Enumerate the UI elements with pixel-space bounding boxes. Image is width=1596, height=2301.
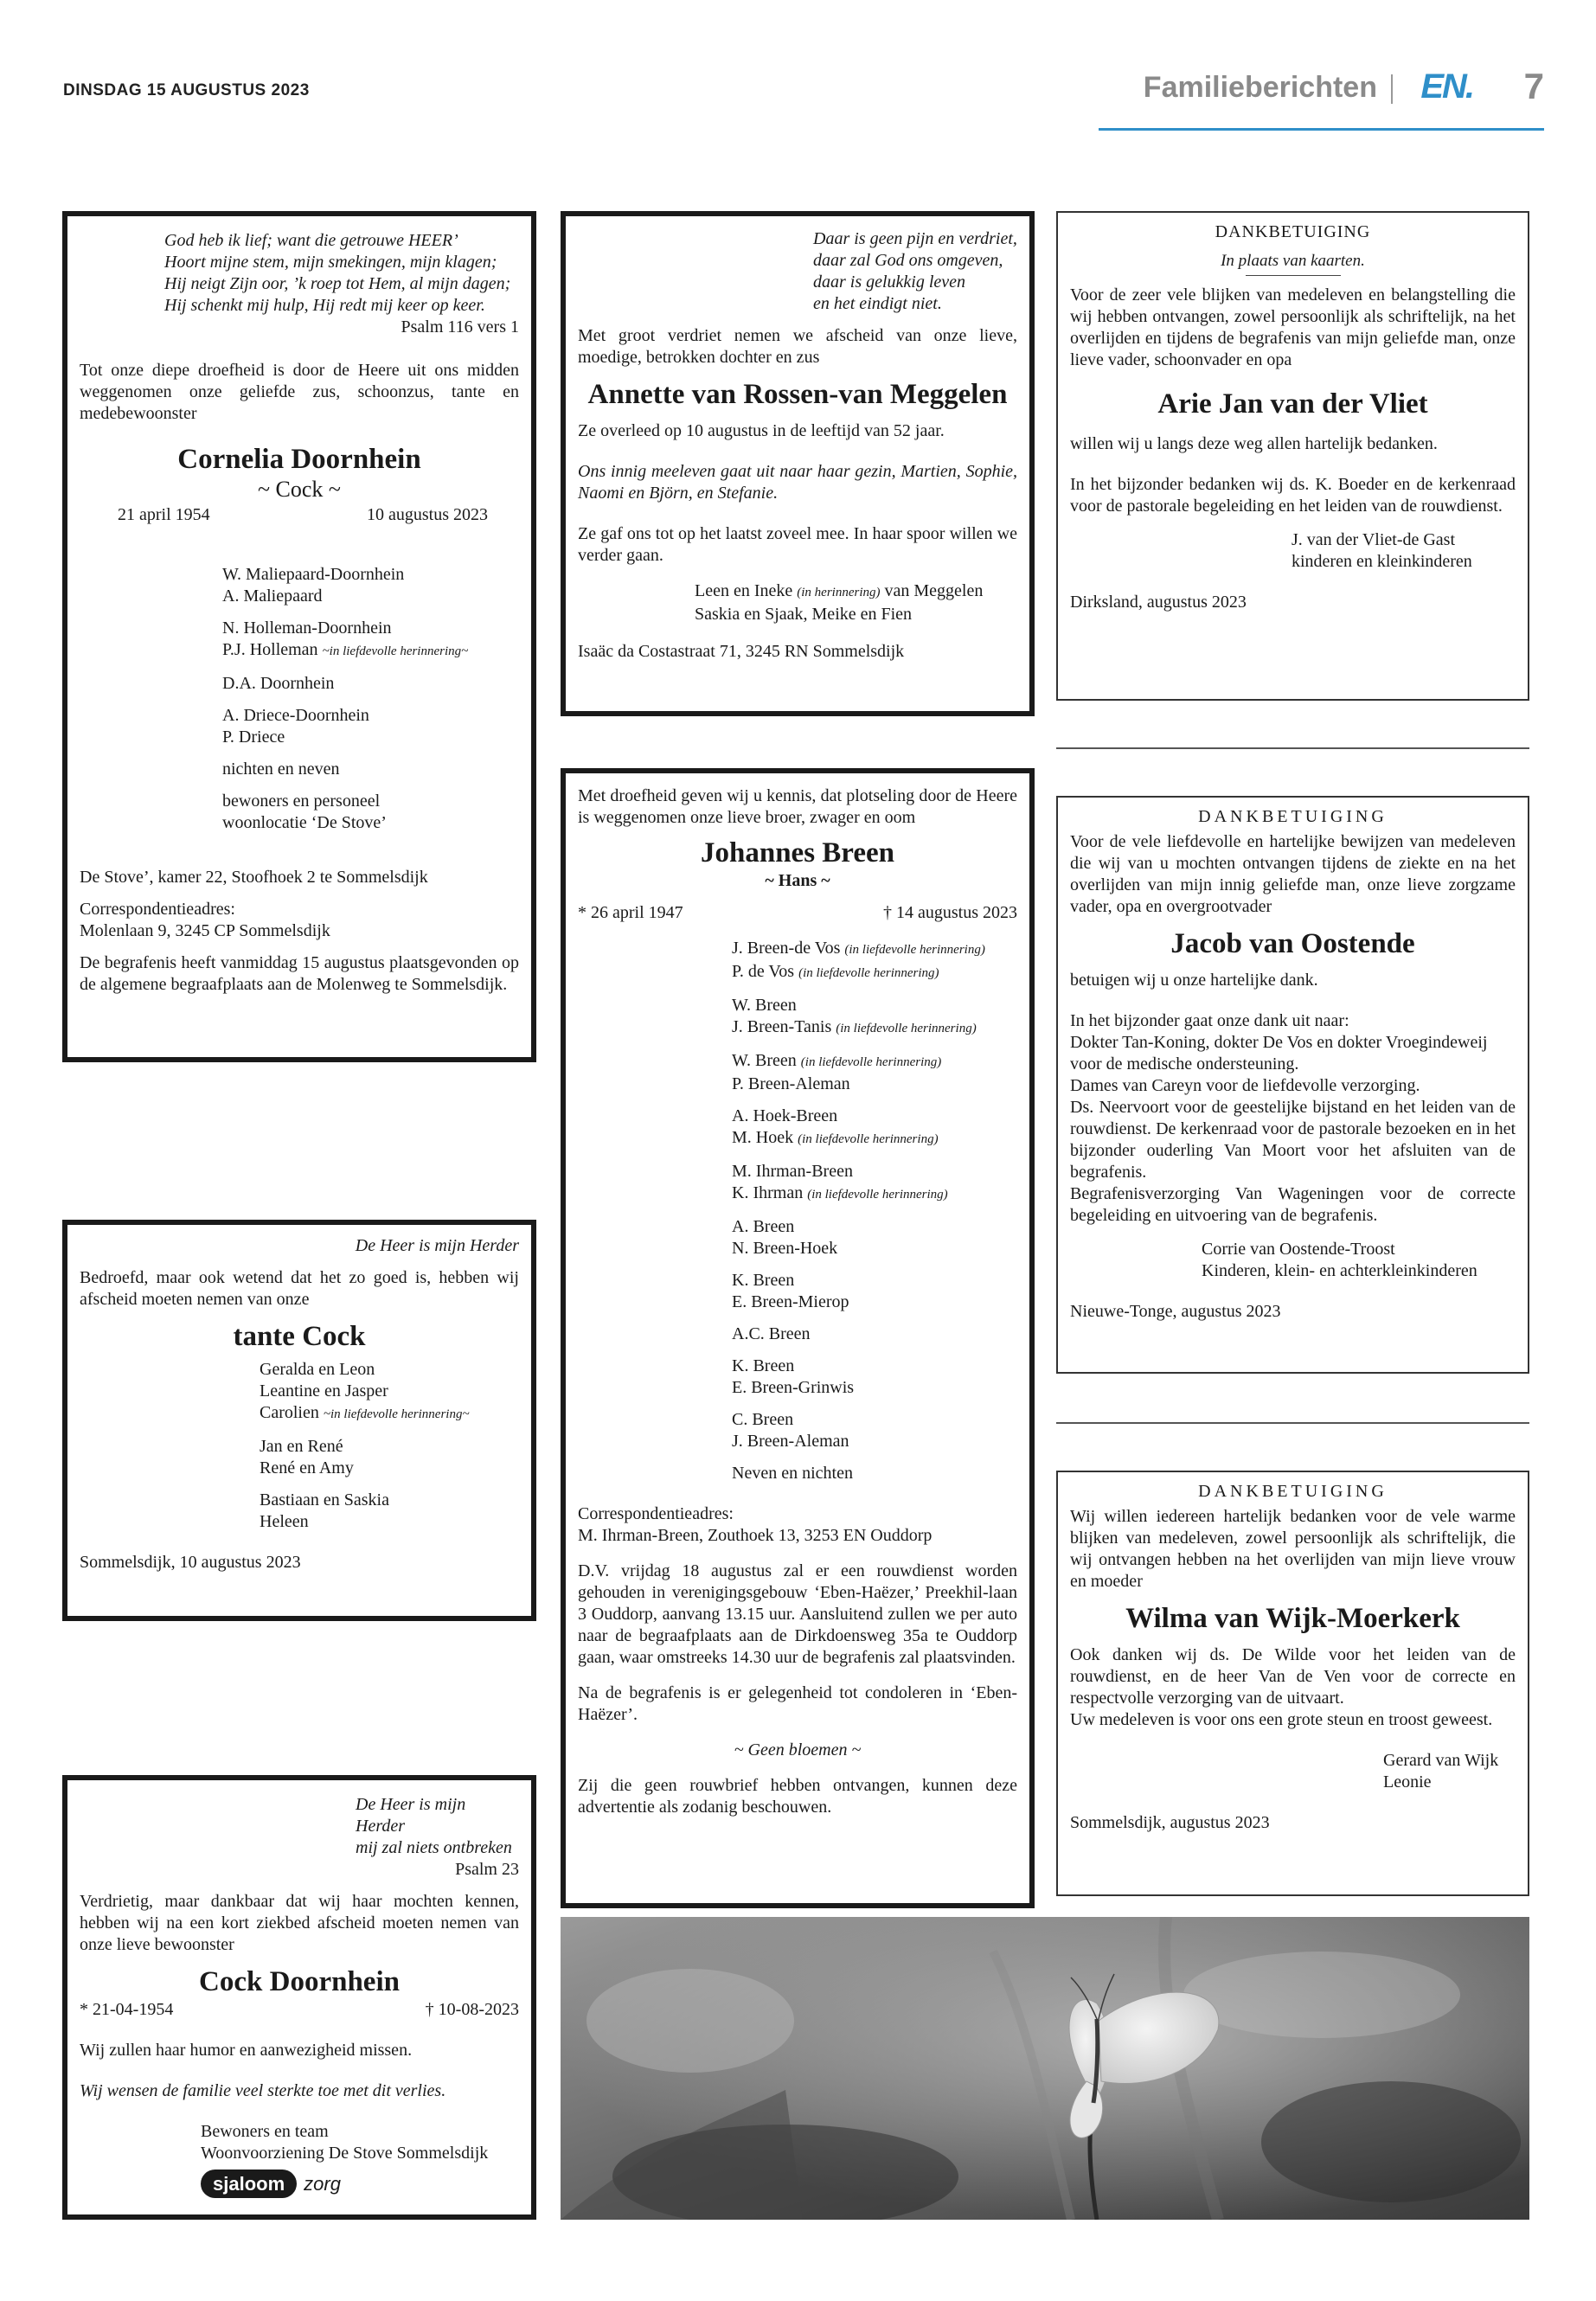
memory-note: (in liefdevolle herinnering) <box>798 966 939 980</box>
en-logo: EN. <box>1420 67 1473 106</box>
family-member: Carolien <box>260 1403 319 1422</box>
thanks-text: betuigen wij u onze hartelijke dank. <box>1070 971 1318 990</box>
sjaloom-zorg-logo <box>201 2170 341 2198</box>
memory-note: (in liefdevolle herinnering) <box>807 1188 948 1202</box>
signature-line: Gerard van Wijk <box>1383 1751 1499 1770</box>
signature-line: Saskia en Sjaak, Meike en Fien <box>695 605 913 624</box>
special-thanks-line: In het bijzonder gaat onze dank uit naar: <box>1070 1011 1349 1030</box>
memory-note: (in liefdevolle herinnering) <box>798 1132 939 1146</box>
page-number: 7 <box>1523 66 1544 106</box>
family-member: René en Amy <box>260 1458 354 1477</box>
family-member: K. Breen <box>732 1356 795 1375</box>
butterfly-photo <box>561 1917 1529 2220</box>
family-list <box>80 1359 519 1533</box>
verse-line: en het eindigt niet. <box>813 294 942 313</box>
verse-line: daar is gelukkig leven <box>813 272 966 292</box>
signature-line: van Meggelen <box>884 581 984 600</box>
verse-line: De Heer is mijn Herder <box>356 1795 466 1836</box>
thanks-title: DANKBETUIGING <box>1198 1482 1388 1501</box>
thanks-title: DANKBETUIGING <box>1198 807 1388 826</box>
thanks-jacob-van-oostende <box>1056 796 1529 1374</box>
signature-line: kinderen en kleinkinderen <box>1292 552 1472 571</box>
thanks-text: willen wij u langs deze weg allen hartelijk bedanken. <box>1070 434 1438 453</box>
nickname: ~ Cock ~ <box>257 477 341 502</box>
logo-text: zorg <box>304 2173 341 2195</box>
family-member: Leantine en Jasper <box>260 1381 388 1400</box>
thanks-title: DANKBETUIGING <box>1215 222 1371 241</box>
verse-line: God heb ik lief; want die getrouwe HEER’ <box>164 231 458 250</box>
signature-line: Leen en Ineke <box>695 581 793 600</box>
correspondence-address: Molenlaan 9, 3245 CP Sommelsdijk <box>80 921 330 940</box>
intro-text: Met droefheid geven wij u kennis, dat plotseling door de Heere is weggenomen onze lieve broer, zwager en oom <box>578 786 1017 827</box>
special-thanks-line: Begrafenisverzorging Van Wageningen voor de correcte begeleiding en uitvoering van de begrafenis. <box>1070 1184 1516 1225</box>
family-member: J. Breen-Tanis <box>732 1017 832 1036</box>
family-member: J. Breen-Aleman <box>732 1432 849 1451</box>
place-date: Sommelsdijk, 10 augustus 2023 <box>80 1553 301 1572</box>
verse-line: mij zal niets ontbreken <box>356 1838 512 1857</box>
verse: De Heer is mijn Herder <box>355 1236 519 1255</box>
memory-note: ~in liefdevolle herinnering~ <box>322 644 469 658</box>
signature-line: Woonvoorziening De Stove Sommelsdijk <box>201 2144 489 2163</box>
intro-text: Wij willen iedereen hartelijk bedanken voor de vele warme blijken van medeleven, zowel persoonlijk als schriftelijk, die wij ontvangen hebben na het overlijden van mijn lieve vrouw en moeder <box>1070 1507 1516 1591</box>
family-member: E. Breen-Grinwis <box>732 1378 855 1397</box>
thanks-subtitle: In plaats van kaarten. <box>1221 252 1365 270</box>
obituary-johannes-breen <box>561 768 1035 1908</box>
deceased-name: Annette van Rossen-van Meggelen <box>587 379 1008 410</box>
thanks-arie-jan-van-der-vliet <box>1056 211 1529 701</box>
divider <box>1056 1422 1529 1424</box>
signature <box>1070 1750 1516 1793</box>
correspondence-label: Correspondentieadres: <box>80 900 235 919</box>
memory-note: (in herinnering) <box>797 586 881 599</box>
family-member: E. Breen-Mierop <box>732 1292 849 1311</box>
family-member: Bastiaan en Saskia <box>260 1490 389 1509</box>
verse-line: Hij neigt Zijn oor, ’k roep tot Hem, al mijn dagen; <box>164 274 511 293</box>
obituary-tante-cock <box>62 1220 536 1621</box>
signature <box>578 580 1017 625</box>
deceased-name: Wilma van Wijk-Moerkerk <box>1125 1603 1460 1634</box>
intro-text: Voor de vele liefdevolle en hartelijke bewijzen van medeleven die wij van u mochten ontvangen tijdens de ziekte en na het overlijden van mijn innig geliefde man, onze lieve zorgzame vader, opa en overgrootvader <box>1070 832 1516 916</box>
signature <box>1070 1239 1516 1282</box>
birth-date: * 26 april 1947 <box>578 903 683 922</box>
family-member: W. Maliepaard-Doornhein <box>222 565 405 584</box>
verse-line: Daar is geen pijn en verdriet, <box>813 229 1017 248</box>
family-member: K. Ihrman <box>732 1183 804 1202</box>
verse <box>80 230 519 317</box>
family-member: A. Maliepaard <box>222 586 323 606</box>
family-member: J. Breen-de Vos <box>732 939 841 958</box>
family-member: woonlocatie ‘De Stove’ <box>222 813 387 832</box>
family-member: N. Breen-Hoek <box>732 1239 838 1258</box>
special-thanks: In het bijzonder bedanken wij ds. K. Boeder en de kerkenraad voor de pastorale begeleiding en het leiden van de rouwdienst. <box>1070 475 1516 516</box>
verse-line: Hoort mijne stem, mijn smekingen, mijn klagen; <box>164 253 497 272</box>
legacy-text: Ze gaf ons tot op het laatst zoveel mee. In haar spoor willen we verder gaan. <box>578 524 1017 565</box>
page-date: DINSDAG 15 AUGUSTUS 2023 <box>63 81 310 99</box>
family-list <box>578 938 1017 1484</box>
family-member: P. de Vos <box>732 962 795 981</box>
place-date: Dirksland, augustus 2023 <box>1070 593 1247 612</box>
family-member: P. Driece <box>222 727 285 747</box>
family-member: N. Holleman-Doornhein <box>222 619 392 638</box>
residence-address: De Stove’, kamer 22, Stoofhoek 2 te Sommelsdijk <box>80 868 428 887</box>
obituary-cock-doornhein <box>62 1775 536 2220</box>
sympathy-text: Ons innig meeleven gaat uit naar haar gezin, Martien, Sophie, Naomi en Björn, en Stefanie. <box>578 462 1017 503</box>
thanks-wilma-van-wijk-moerkerk <box>1056 1471 1529 1896</box>
family-member: P. Breen-Aleman <box>732 1074 850 1093</box>
family-member: Heleen <box>260 1512 309 1531</box>
intro-text: Met groot verdriet nemen we afscheid van onze lieve, moedige, betrokken dochter en zus <box>578 326 1017 367</box>
family-member: P.J. Holleman <box>222 640 318 659</box>
sympathy-text: Wij wensen de familie veel sterkte toe met dit verlies. <box>80 2081 446 2100</box>
birth-date: 21 april 1954 <box>118 505 210 524</box>
special-thanks-line: Dames van Careyn voor de liefdevolle verzorging. <box>1070 1076 1420 1095</box>
butterfly-image <box>561 1917 1529 2220</box>
memory-text: Wij zullen haar humor en aanwezigheid missen. <box>80 2041 413 2060</box>
verse <box>80 1794 519 1859</box>
family-member: Jan en René <box>260 1437 343 1456</box>
death-notice: Ze overleed op 10 augustus in de leeftijd van 52 jaar. <box>578 421 945 440</box>
family-member: K. Breen <box>732 1271 795 1290</box>
death-date: † 14 augustus 2023 <box>883 903 1017 922</box>
signature-line: J. van der Vliet-de Gast <box>1292 530 1456 549</box>
special-thanks-line: Ds. Neervoort voor de geestelijke bijstand en het leiden van de rouwdienst. De kerkenraad voor de pastorale bezoeken en in het bijzonder ouderling Van Moort voor het afsluiten van de begrafenis. <box>1070 1098 1516 1182</box>
place-date: Nieuwe-Tonge, augustus 2023 <box>1070 1302 1281 1321</box>
death-date: † 10-08-2023 <box>425 2000 519 2019</box>
thanks-text: Ook danken wij ds. De Wilde voor het leiden van de rouwdienst, en de heer Van de Ven voor de correcte en respectvolle verzorging van de uitvaart. <box>1070 1645 1516 1708</box>
family-member: C. Breen <box>732 1410 794 1429</box>
signature-line: Corrie van Oostende-Troost <box>1202 1240 1395 1259</box>
memory-note: ~in liefdevolle herinnering~ <box>323 1407 470 1421</box>
condolence-notice: Na de begrafenis is er gelegenheid tot condoleren in ‘Eben-Haëzer’. <box>578 1683 1017 1724</box>
correspondence-address: M. Ihrman-Breen, Zouthoek 13, 3253 EN Ouddorp <box>578 1526 933 1545</box>
intro-text: Bedroefd, maar ook wetend dat het zo goed is, hebben wij afscheid moeten nemen van onze <box>80 1268 519 1309</box>
obituary-cornelia-doornhein <box>62 211 536 1062</box>
verse-reference: Psalm 116 vers 1 <box>401 317 519 336</box>
page-header-right <box>1099 67 1544 131</box>
deceased-name: Johannes Breen <box>700 837 894 868</box>
section-title: Familieberichten <box>1143 71 1377 104</box>
family-member: bewoners en personeel <box>222 792 381 811</box>
deceased-name: Jacob van Oostende <box>1170 928 1415 959</box>
nickname: ~ Hans ~ <box>765 871 830 890</box>
intro-text: Verdrietig, maar dankbaar dat wij haar mochten kennen, hebben wij na een kort ziekbed afscheid moeten nemen van onze lieve bewoonster <box>80 1892 519 1954</box>
family-member: M. Ihrman-Breen <box>732 1162 853 1181</box>
family-member: nichten en neven <box>222 760 340 779</box>
birth-date: * 21-04-1954 <box>80 2000 174 2019</box>
verse-line: daar zal God ons omgeven, <box>813 251 1003 270</box>
deceased-name: tante Cock <box>233 1321 366 1352</box>
correspondence-label: Correspondentieadres: <box>578 1504 734 1523</box>
address: Isaäc da Costastraat 71, 3245 RN Sommelsdijk <box>578 642 905 661</box>
verse-reference: Psalm 23 <box>455 1860 519 1879</box>
memory-note: (in liefdevolle herinnering) <box>836 1022 977 1035</box>
memory-note: (in liefdevolle herinnering) <box>800 1055 942 1069</box>
family-list <box>80 564 519 834</box>
signature <box>1070 529 1516 573</box>
family-member: A.C. Breen <box>732 1324 811 1343</box>
verse-line: Hij schenkt mij hulp, Hij redt mij keer op keer. <box>164 296 485 315</box>
signature <box>80 2121 519 2198</box>
divider <box>1056 747 1529 749</box>
family-member: A. Driece-Doornhein <box>222 706 369 725</box>
special-thanks-line: Dokter Tan-Koning, dokter De Vos en dokter Vroegindeweij voor de medische ondersteuning. <box>1070 1033 1488 1074</box>
logo-pill: sjaloom <box>201 2170 297 2198</box>
memory-note: (in liefdevolle herinnering) <box>844 943 985 957</box>
support-text: Uw medeleven is voor ons een grote steun en troost geweest. <box>1070 1710 1493 1729</box>
signature-line: Bewoners en team <box>201 2122 329 2141</box>
header-separator <box>1391 74 1393 104</box>
obituary-annette-van-rossen <box>561 211 1035 716</box>
no-flowers: ~ Geen bloemen ~ <box>734 1740 862 1759</box>
family-member: A. Breen <box>732 1217 795 1236</box>
death-date: 10 augustus 2023 <box>367 505 488 524</box>
family-member: Geralda en Leon <box>260 1360 375 1379</box>
family-member: W. Breen <box>732 996 797 1015</box>
verse <box>578 228 1017 315</box>
family-member: Neven en nichten <box>732 1464 853 1483</box>
intro-text: Tot onze diepe droefheid is door de Heere uit ons midden weggenomen onze geliefde zus, schoonzus, tante en medebewoonster <box>80 361 519 423</box>
family-member: D.A. Doornhein <box>222 674 335 693</box>
signature-line: Leonie <box>1383 1772 1432 1791</box>
service-notice: D.V. vrijdag 18 augustus zal er een rouwdienst worden gehouden in verenigingsgebouw ‘Eben-Haëzer,’ Preekhil-laan 3 Ouddorp, aanvang 13.15 uur. Aansluitend zullen we per auto naar de begraafplaats aan de Dirkdoensweg 35a te Ouddorp gaan, waar omstreeks 14.30 uur de begrafenis zal plaatsvinden. <box>578 1561 1017 1667</box>
deceased-name: Cock Doornhein <box>199 1966 400 1997</box>
family-member: M. Hoek <box>732 1128 794 1147</box>
family-member: W. Breen <box>732 1051 797 1070</box>
notice-note: Zij die geen rouwbrief hebben ontvangen, kunnen deze advertentie als zodanig beschouwen. <box>578 1776 1017 1817</box>
family-member: A. Hoek-Breen <box>732 1106 838 1125</box>
intro-text: Voor de zeer vele blijken van medeleven en belangstelling die wij hebben ontvangen, zowel persoonlijk als schriftelijk, na het overlijden en tijdens de begrafenis van mijn geliefde man, onze lieve vader, schoonvader en opa <box>1070 285 1516 369</box>
deceased-name: Cornelia Doornhein <box>177 444 421 475</box>
signature-line: Kinderen, klein- en achterkleinkinderen <box>1202 1261 1477 1280</box>
place-date: Sommelsdijk, augustus 2023 <box>1070 1813 1270 1832</box>
deceased-name: Arie Jan van der Vliet <box>1157 388 1428 420</box>
funeral-notice: De begrafenis heeft vanmiddag 15 augustus plaatsgevonden op de algemene begraafplaats aan de Molenweg te Sommelsdijk. <box>80 953 519 994</box>
